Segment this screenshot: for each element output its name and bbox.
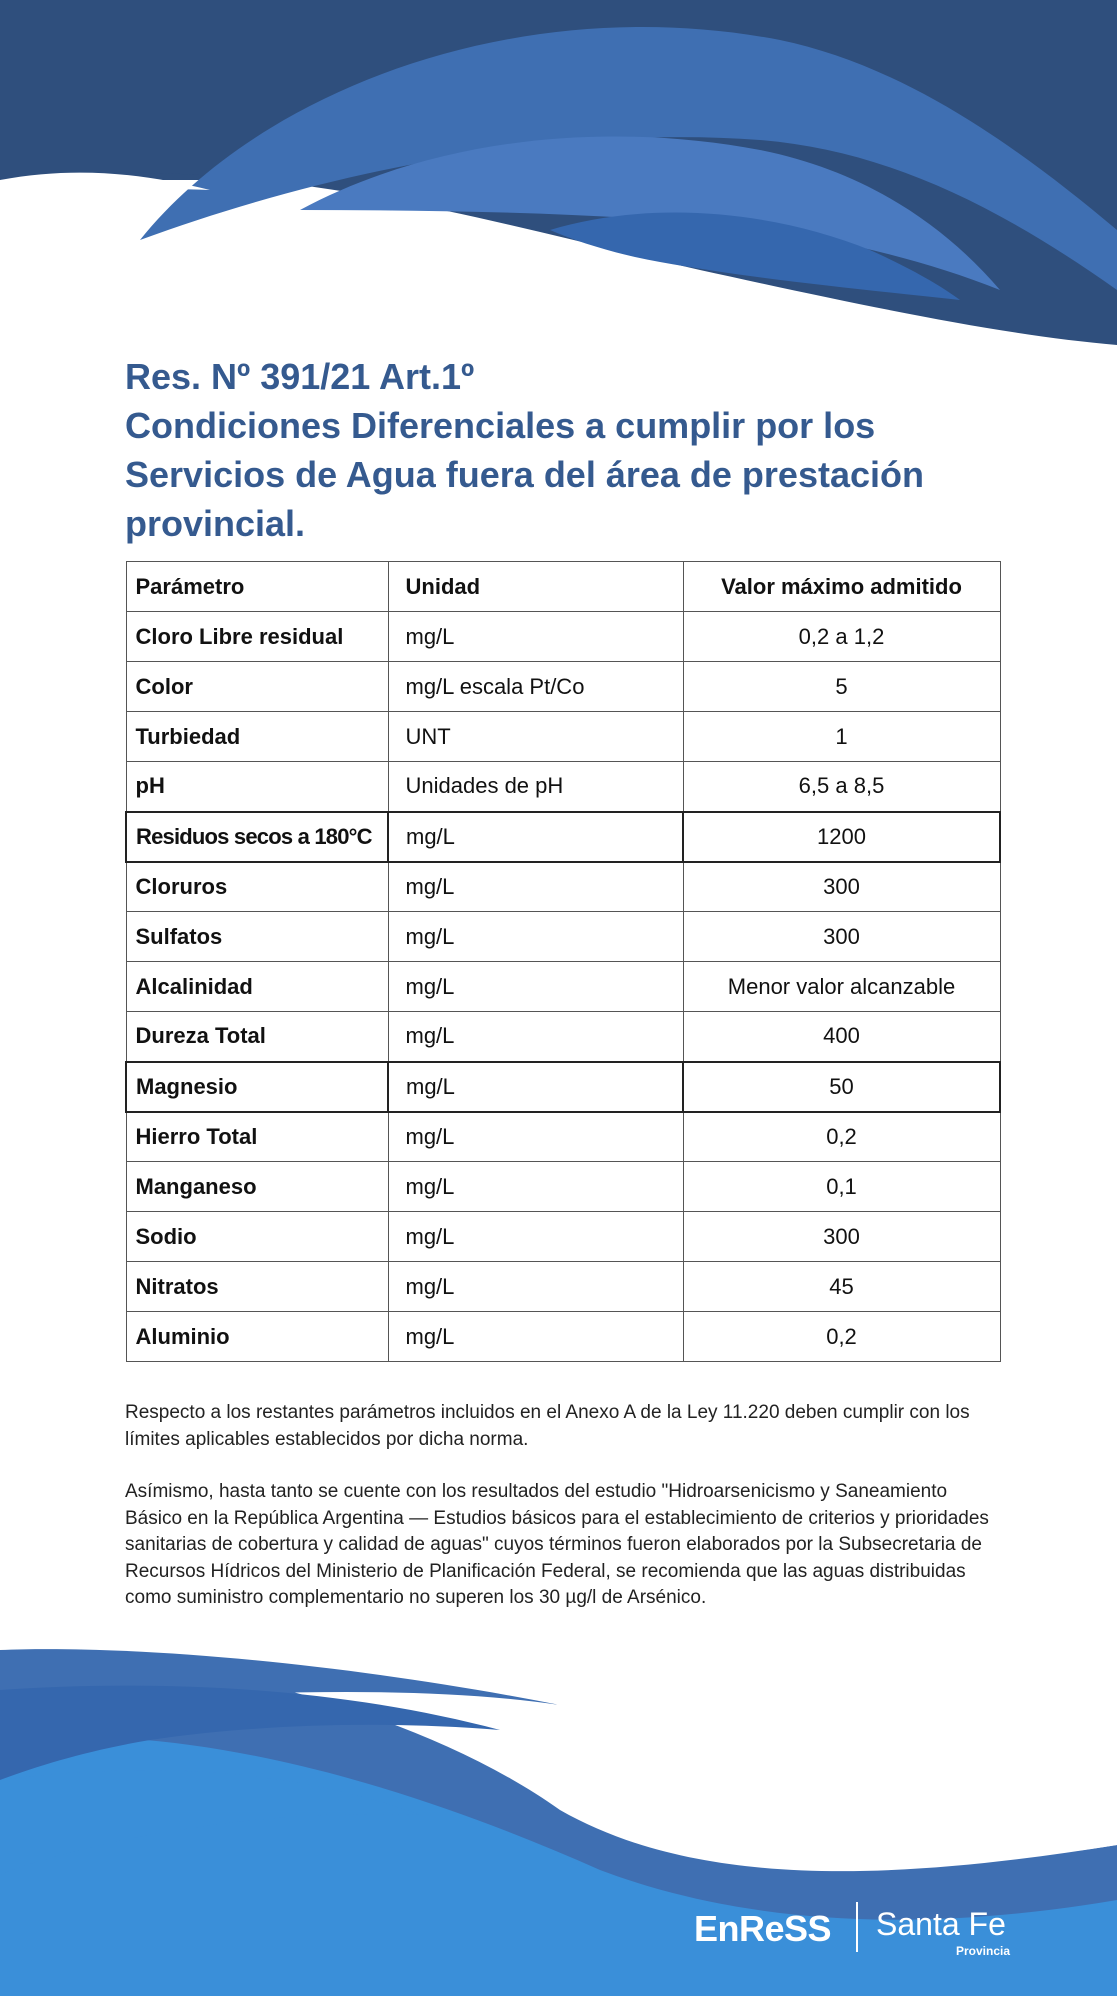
table-row [126, 1012, 1000, 1062]
table-row [126, 1112, 1000, 1162]
logo-divider [856, 1902, 858, 1952]
value-cell: 50 [683, 1062, 1000, 1112]
table-row [126, 962, 1000, 1012]
table-row [126, 812, 1000, 862]
value-cell: Menor valor alcanzable [683, 962, 1000, 1012]
table-row [126, 712, 1000, 762]
param-cell: Turbiedad [126, 712, 388, 762]
top-wave-decoration [0, 0, 1117, 360]
unit-cell: mg/L [388, 1262, 683, 1312]
param-cell: Sulfatos [126, 912, 388, 962]
value-cell: 0,1 [683, 1162, 1000, 1212]
param-cell: Magnesio [126, 1062, 388, 1112]
unit-cell: mg/L [388, 1112, 683, 1162]
param-cell: Hierro Total [126, 1112, 388, 1162]
santa-fe-logo: Santa Fe [876, 1906, 1006, 1942]
header-parametro: Parámetro [126, 562, 388, 612]
unit-cell: mg/L escala Pt/Co [388, 662, 683, 712]
table-row [126, 1312, 1000, 1362]
param-cell: Residuos secos a 180°C [126, 812, 388, 862]
value-cell: 0,2 a 1,2 [683, 612, 1000, 662]
value-cell: 0,2 [683, 1112, 1000, 1162]
param-cell: Cloruros [126, 862, 388, 912]
table-row [126, 1212, 1000, 1262]
title-line-1: Res. Nº 391/21 Art.1º [125, 356, 475, 397]
param-cell: Dureza Total [126, 1012, 388, 1062]
param-cell: Color [126, 662, 388, 712]
table-row [126, 862, 1000, 912]
value-cell: 400 [683, 1012, 1000, 1062]
unit-cell: mg/L [388, 1062, 683, 1112]
value-cell: 300 [683, 862, 1000, 912]
param-cell: Sodio [126, 1212, 388, 1262]
unit-cell: mg/L [388, 812, 683, 862]
note-paragraph-1: Respecto a los restantes parámetros incluidos en el Anexo A de la Ley 11.220 deben cumplir con los límites aplicables establecidos por dicha norma. [125, 1402, 970, 1450]
unit-cell: mg/L [388, 1012, 683, 1062]
unit-cell: Unidades de pH [388, 762, 683, 812]
param-cell: Alcalinidad [126, 962, 388, 1012]
unit-cell: mg/L [388, 962, 683, 1012]
table-row [126, 662, 1000, 712]
param-cell: Aluminio [126, 1312, 388, 1362]
unit-cell: UNT [388, 712, 683, 762]
table-row [126, 1162, 1000, 1212]
parameters-table [125, 561, 1001, 1362]
note-paragraph-2: Asímismo, hasta tanto se cuente con los resultados del estudio "Hidroarsenicismo y Saneamiento Básico en la República Argentina — Estudios básicos para el establecimiento de criterios y prioridades sanitarias de cobertura y calidad de aguas" cuyos términos fueron elaborados por la Subsecretaria de Recursos Hídricos del Ministerio de Planificación Federal, se recomienda que las aguas distribuidas como suministro complementario no superen los 30 µg/l de Arsénico. [125, 1481, 989, 1608]
title-line-2: Condiciones Diferenciales a cumplir por los [125, 405, 876, 446]
header-unidad: Unidad [388, 562, 683, 612]
enress-logo: EnReSS [694, 1908, 832, 1949]
table-row [126, 762, 1000, 812]
table-row [126, 1062, 1000, 1112]
value-cell: 1200 [683, 812, 1000, 862]
title-line-4: provincial. [125, 503, 306, 544]
provincia-label: Provincia [956, 1944, 1011, 1958]
header-valor-maximo: Valor máximo admitido [683, 562, 1000, 612]
value-cell: 5 [683, 662, 1000, 712]
value-cell: 300 [683, 912, 1000, 962]
param-cell: Manganeso [126, 1162, 388, 1212]
value-cell: 1 [683, 712, 1000, 762]
unit-cell: mg/L [388, 1212, 683, 1262]
value-cell: 300 [683, 1212, 1000, 1262]
unit-cell: mg/L [388, 612, 683, 662]
value-cell: 45 [683, 1262, 1000, 1312]
param-cell: Cloro Libre residual [126, 612, 388, 662]
param-cell: pH [126, 762, 388, 812]
value-cell: 0,2 [683, 1312, 1000, 1362]
table-row [126, 912, 1000, 962]
title-line-3: Servicios de Agua fuera del área de prestación [125, 454, 924, 495]
unit-cell: mg/L [388, 1312, 683, 1362]
param-cell: Nitratos [126, 1262, 388, 1312]
table-header-row [126, 562, 1000, 612]
unit-cell: mg/L [388, 912, 683, 962]
unit-cell: mg/L [388, 862, 683, 912]
table-row [126, 1262, 1000, 1312]
notes-section [125, 1400, 1000, 1638]
table-row [126, 612, 1000, 662]
value-cell: 6,5 a 8,5 [683, 762, 1000, 812]
page-title [125, 352, 1085, 548]
unit-cell: mg/L [388, 1162, 683, 1212]
